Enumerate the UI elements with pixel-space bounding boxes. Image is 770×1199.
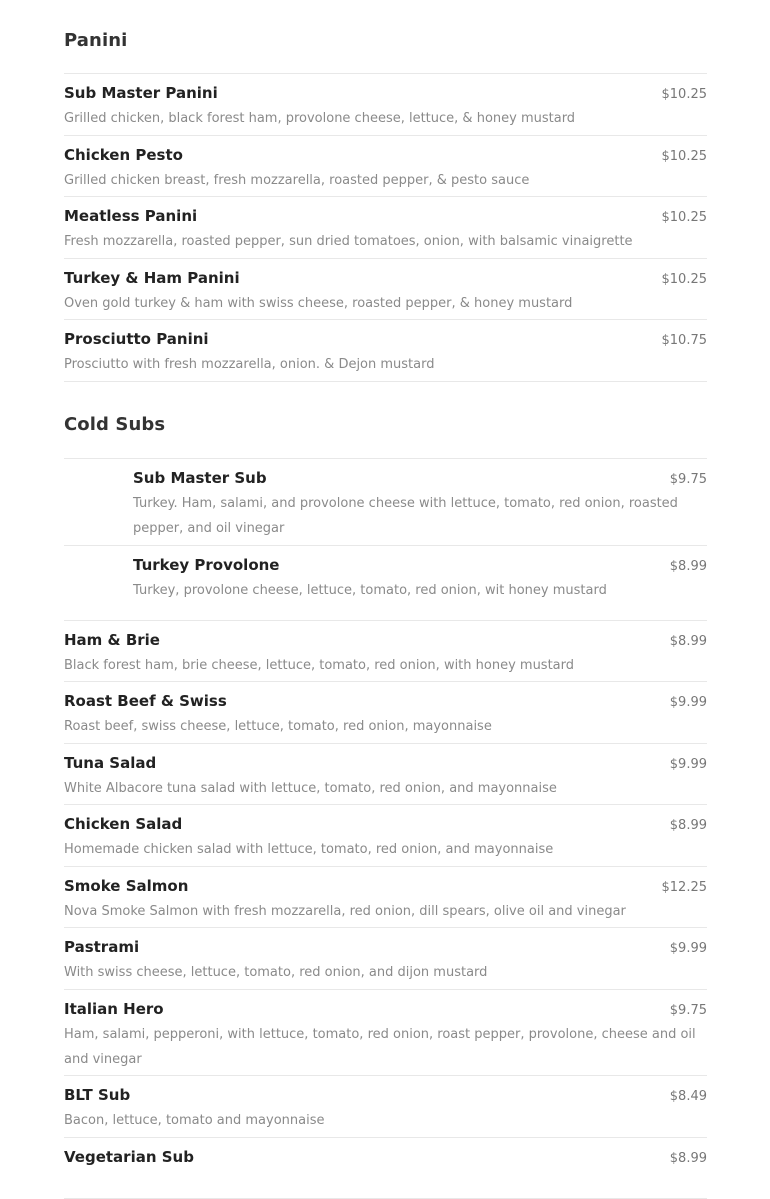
item-name: BLT Sub: [64, 1084, 130, 1106]
item-price: $9.75: [670, 1000, 707, 1022]
item-name: Tuna Salad: [64, 752, 156, 774]
item-description: Roast beef, swiss cheese, lettuce, tomato, red onion, mayonnaise: [64, 714, 707, 743]
item-description: Nova Smoke Salmon with fresh mozzarella, red onion, dill spears, olive oil and vinegar: [64, 899, 707, 928]
item-description: With swiss cheese, lettuce, tomato, red onion, and dijon mustard: [64, 960, 707, 989]
item-price: $9.99: [670, 938, 707, 960]
menu-item[interactable]: [64, 744, 707, 806]
item-price: $10.25: [662, 84, 708, 106]
item-name: Pastrami: [64, 936, 139, 958]
menu-item[interactable]: [64, 1076, 707, 1138]
menu-item[interactable]: [64, 320, 707, 382]
menu-item[interactable]: [64, 621, 707, 683]
item-price: $9.99: [670, 754, 707, 776]
item-price: $10.25: [662, 146, 708, 168]
item-description: Grilled chicken breast, fresh mozzarella, roasted pepper, & pesto sauce: [64, 168, 707, 197]
item-name: Vegetarian Sub: [64, 1146, 194, 1168]
item-name: Sub Master Panini: [64, 82, 218, 104]
item-price: $8.49: [670, 1086, 707, 1108]
item-price: $9.99: [670, 692, 707, 714]
item-description: Turkey, provolone cheese, lettuce, tomato, red onion, wit honey mustard: [133, 578, 707, 607]
item-name: Chicken Salad: [64, 813, 182, 835]
menu-item[interactable]: [64, 259, 707, 321]
item-description: Ham, salami, pepperoni, with lettuce, tomato, red onion, roast pepper, provolone, cheese and oil and vinegar: [64, 1022, 707, 1076]
panini-list: [64, 73, 707, 382]
item-name: Turkey Provolone: [133, 554, 279, 576]
item-description: Oven gold turkey & ham with swiss cheese, roasted pepper, & honey mustard: [64, 291, 707, 320]
section-title-panini: Panini: [64, 0, 707, 73]
item-price: $8.99: [670, 631, 707, 653]
item-price: $8.99: [670, 556, 707, 578]
menu-item[interactable]: [64, 805, 707, 867]
item-description: Prosciutto with fresh mozzarella, onion. & Dejon mustard: [64, 352, 707, 381]
item-name: Prosciutto Panini: [64, 328, 209, 350]
item-name: Meatless Panini: [64, 205, 197, 227]
item-price: $8.99: [670, 815, 707, 837]
menu-item[interactable]: [64, 990, 707, 1077]
item-description: Grilled chicken, black forest ham, provolone cheese, lettuce, & honey mustard: [64, 106, 707, 135]
menu-item[interactable]: [64, 136, 707, 198]
item-price: $10.75: [662, 330, 708, 352]
item-name: Turkey & Ham Panini: [64, 267, 240, 289]
item-price: $12.25: [662, 877, 708, 899]
item-price: $10.25: [662, 207, 708, 229]
item-name: Smoke Salmon: [64, 875, 188, 897]
item-name: Sub Master Sub: [133, 467, 267, 489]
menu-item[interactable]: [64, 1138, 707, 1199]
item-description: Homemade chicken salad with lettuce, tomato, red onion, and mayonnaise: [64, 837, 707, 866]
item-name: Chicken Pesto: [64, 144, 183, 166]
item-name: Italian Hero: [64, 998, 164, 1020]
item-description: [64, 1170, 707, 1174]
item-description: Bacon, lettuce, tomato and mayonnaise: [64, 1108, 707, 1137]
menu-item[interactable]: [64, 546, 707, 621]
item-price: $9.75: [670, 469, 707, 491]
item-name: Roast Beef & Swiss: [64, 690, 227, 712]
item-name: Ham & Brie: [64, 629, 160, 651]
menu-item[interactable]: [64, 928, 707, 990]
cold-subs-list: [64, 458, 707, 1199]
item-description: White Albacore tuna salad with lettuce, tomato, red onion, and mayonnaise: [64, 776, 707, 805]
menu-item[interactable]: [64, 682, 707, 744]
item-price: $8.99: [670, 1148, 707, 1170]
menu-item[interactable]: [64, 867, 707, 929]
menu-item[interactable]: [64, 74, 707, 136]
section-title-cold-subs: Cold Subs: [64, 382, 707, 458]
item-price: $10.25: [662, 269, 708, 291]
item-description: Black forest ham, brie cheese, lettuce, tomato, red onion, with honey mustard: [64, 653, 707, 682]
menu-item[interactable]: [64, 197, 707, 259]
item-description: Fresh mozzarella, roasted pepper, sun dried tomatoes, onion, with balsamic vinaigrette: [64, 229, 707, 258]
item-description: Turkey. Ham, salami, and provolone cheese with lettuce, tomato, red onion, roasted pepper, and oil vinegar: [133, 491, 707, 545]
menu-item[interactable]: [64, 459, 707, 546]
menu-page: [64, 0, 707, 1199]
